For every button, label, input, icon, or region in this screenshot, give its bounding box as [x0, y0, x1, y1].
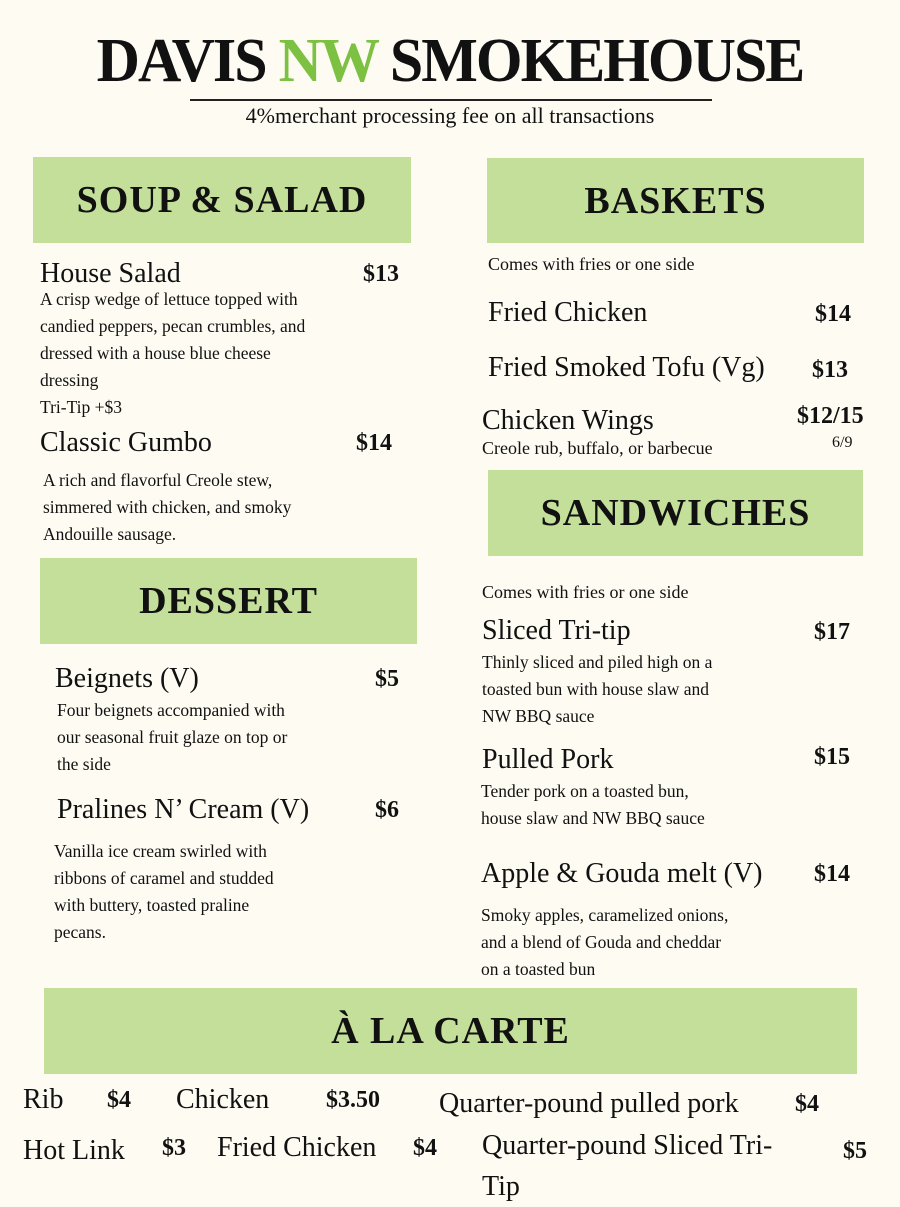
gumbo-name: Classic Gumbo — [40, 427, 212, 458]
desc-line: Thinly sliced and piled high on a — [482, 652, 713, 672]
house-salad-addon: Tri-Tip +$3 — [40, 397, 123, 417]
ala-carte-qp-pork-price: $4 — [795, 1091, 819, 1117]
basket-tofu-name: Fried Smoked Tofu (Vg) — [488, 352, 765, 383]
pralines-name: Pralines N’ Cream (V) — [57, 794, 310, 825]
beignets-price: $5 — [375, 666, 399, 692]
ala-carte-qp-tritip-name — [482, 1125, 772, 1207]
restaurant-title — [0, 26, 900, 93]
house-salad-description — [40, 286, 360, 421]
house-salad-name: House Salad — [40, 258, 181, 289]
desc-line: our seasonal fruit glaze on top or — [57, 727, 288, 747]
ala-carte-qp-tritip-price: $5 — [843, 1138, 867, 1164]
title-part-1: DAVIS — [96, 25, 279, 95]
name-line: Tip — [482, 1171, 520, 1202]
desc-line: on a toasted bun — [481, 959, 596, 979]
desc-line: and a blend of Gouda and cheddar — [481, 932, 722, 952]
basket-fried-chicken-name: Fried Chicken — [488, 297, 648, 328]
desc-line: Smoky apples, caramelized onions, — [481, 905, 729, 925]
title-part-2: SMOKEHOUSE — [376, 25, 804, 95]
desc-line: Tender pork on a toasted bun, — [481, 781, 689, 801]
pulled-pork-description — [481, 778, 811, 832]
desc-line: candied peppers, pecan crumbles, and — [40, 316, 306, 336]
sandwiches-heading: SANDWICHES — [488, 470, 863, 556]
desc-line: A crisp wedge of lettuce topped with — [40, 289, 298, 309]
title-divider — [190, 99, 712, 101]
melt-price: $14 — [814, 861, 850, 887]
ala-carte-hot-link-price: $3 — [162, 1135, 186, 1161]
ala-carte-hot-link-name: Hot Link — [23, 1135, 125, 1166]
desc-line: A rich and flavorful Creole stew, — [43, 470, 273, 490]
gumbo-description — [43, 467, 363, 548]
pulled-pork-name: Pulled Pork — [482, 744, 614, 775]
desc-line: simmered with chicken, and smoky — [43, 497, 292, 517]
desc-line: toasted bun with house slaw and — [482, 679, 709, 699]
fee-notice: 4%merchant processing fee on all transactions — [245, 103, 655, 128]
sandwiches-note: Comes with fries or one side — [482, 582, 689, 602]
ala-carte-chicken-price: $3.50 — [326, 1087, 380, 1113]
ala-carte-rib-name: Rib — [23, 1084, 64, 1115]
dessert-heading: DESSERT — [40, 558, 417, 644]
basket-fried-chicken-price: $14 — [815, 301, 851, 327]
soup-salad-heading: SOUP & SALAD — [33, 157, 411, 243]
tritip-description — [482, 649, 812, 730]
desc-line: house slaw and NW BBQ sauce — [481, 808, 705, 828]
title-accent: NW — [278, 25, 377, 95]
basket-wings-description: Creole rub, buffalo, or barbecue — [482, 438, 713, 458]
tritip-name: Sliced Tri-tip — [482, 615, 631, 646]
desc-line: NW BBQ sauce — [482, 706, 595, 726]
gumbo-price: $14 — [356, 430, 392, 456]
desc-line: the side — [57, 754, 111, 774]
ala-carte-qp-pork-name: Quarter-pound pulled pork — [439, 1088, 739, 1119]
desc-line: dressing — [40, 370, 99, 390]
basket-wings-price: $12/15 — [797, 403, 864, 429]
desc-line: Andouille sausage. — [43, 524, 177, 544]
ala-carte-rib-price: $4 — [107, 1087, 131, 1113]
basket-tofu-price: $13 — [812, 357, 848, 383]
desc-line: ribbons of caramel and studded — [54, 868, 274, 888]
melt-name: Apple & Gouda melt (V) — [481, 858, 763, 889]
house-salad-price: $13 — [363, 261, 399, 287]
desc-line: dressed with a house blue cheese — [40, 343, 271, 363]
desc-line: pecans. — [54, 922, 106, 942]
beignets-description — [57, 697, 377, 778]
pralines-description — [54, 838, 374, 946]
desc-line: Four beignets accompanied with — [57, 700, 285, 720]
pulled-pork-price: $15 — [814, 744, 850, 770]
basket-wings-name: Chicken Wings — [482, 405, 654, 436]
ala-carte-fried-chicken-name: Fried Chicken — [217, 1132, 377, 1163]
ala-carte-heading: À LA CARTE — [44, 988, 857, 1074]
baskets-heading: BASKETS — [487, 158, 864, 243]
desc-line: Vanilla ice cream swirled with — [54, 841, 267, 861]
baskets-note: Comes with fries or one side — [488, 254, 695, 274]
pralines-price: $6 — [375, 797, 399, 823]
name-line: Quarter-pound Sliced Tri- — [482, 1130, 773, 1161]
ala-carte-fried-chicken-price: $4 — [413, 1135, 437, 1161]
ala-carte-chicken-name: Chicken — [176, 1084, 270, 1115]
beignets-name: Beignets (V) — [55, 663, 199, 694]
desc-line: with buttery, toasted praline — [54, 895, 250, 915]
tritip-price: $17 — [814, 619, 850, 645]
basket-wings-count: 6/9 — [832, 434, 853, 451]
melt-description — [481, 902, 811, 983]
